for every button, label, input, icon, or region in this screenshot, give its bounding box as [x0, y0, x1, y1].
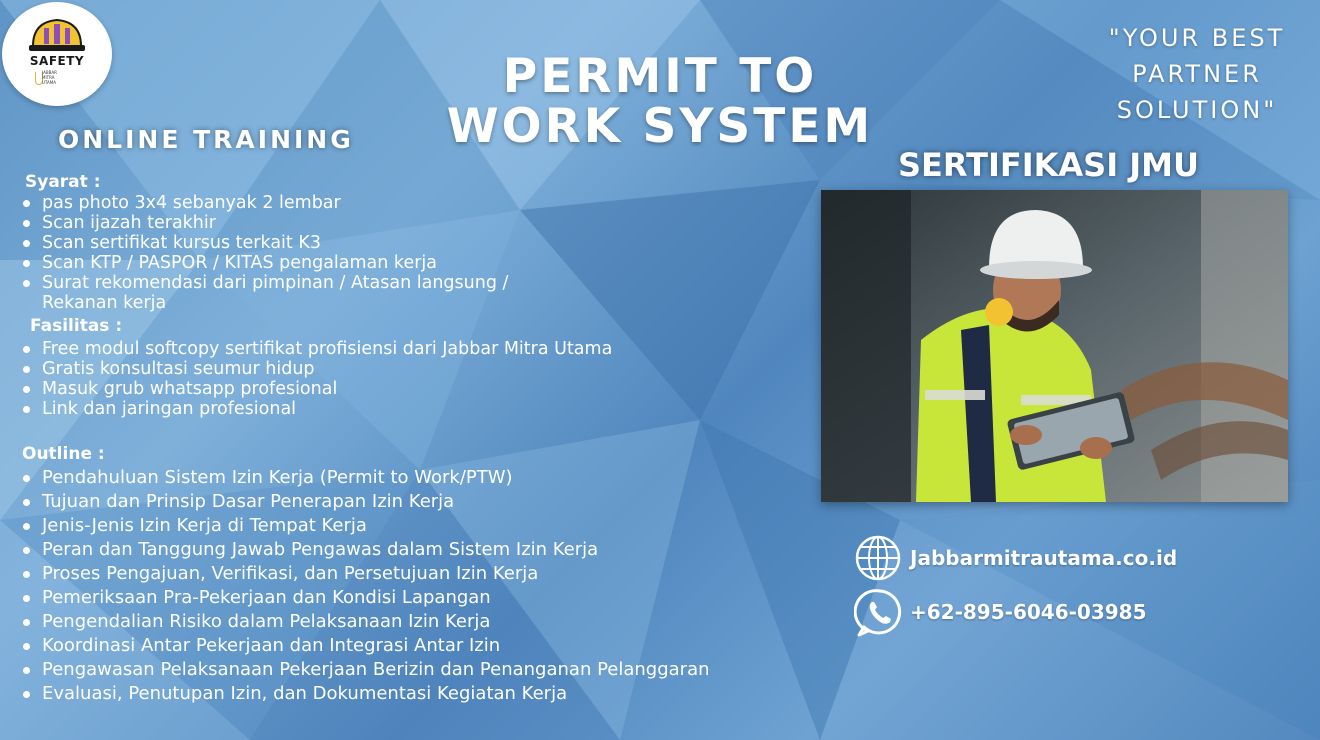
- requirements-heading: Syarat :: [25, 172, 101, 192]
- list-item: Pengawasan Pelaksanaan Pekerjaan Berizin dan Penanganan Pelanggaran: [22, 658, 710, 682]
- company-logo: [2, 2, 112, 106]
- tagline-line-2: PARTNER: [1132, 60, 1262, 88]
- requirements-list: [22, 193, 508, 313]
- logo-wordmark: SAFETY: [29, 54, 85, 68]
- tagline-line-3: SOLUTION": [1116, 96, 1278, 124]
- subtitle: ONLINE TRAINING: [58, 125, 354, 154]
- certification-heading: SERTIFIKASI JMU: [898, 146, 1199, 184]
- list-item: Scan KTP / PASPOR / KITAS pengalaman kerja: [22, 253, 508, 273]
- tagline: [1090, 20, 1304, 128]
- list-item: Koordinasi Antar Pekerjaan dan Integrasi Antar Izin: [22, 634, 710, 658]
- list-item: Evaluasi, Penutupan Izin, dan Dokumentasi Kegiatan Kerja: [22, 682, 710, 706]
- website-contact[interactable]: [854, 534, 1214, 584]
- outline-heading: Outline :: [22, 444, 105, 464]
- title-line-2: WORK SYSTEM: [446, 99, 874, 154]
- list-item: Pendahuluan Sistem Izin Kerja (Permit to Work/PTW): [22, 466, 710, 490]
- list-item: Jenis-Jenis Izin Kerja di Tempat Kerja: [22, 514, 710, 538]
- list-item: Peran dan Tanggung Jawab Pengawas dalam Sistem Izin Kerja: [22, 538, 710, 562]
- list-item: Pemeriksaan Pra-Pekerjaan dan Kondisi Lapangan: [22, 586, 710, 610]
- list-item: Tujuan dan Prinsip Dasar Penerapan Izin Kerja: [22, 490, 710, 514]
- website-link[interactable]: Jabbarmitrautama.co.id: [910, 546, 1178, 570]
- list-item: Link dan jaringan profesional: [22, 399, 612, 419]
- list-item: Pengendalian Risiko dalam Pelaksanaan Izin Kerja: [22, 610, 710, 634]
- title-line-1: PERMIT TO: [502, 49, 818, 104]
- logo-subtext: JABBAR MITRA UTAMA: [42, 70, 57, 85]
- globe-icon: [854, 534, 902, 582]
- list-item: Scan sertifikat kursus terkait K3: [22, 233, 508, 253]
- list-item: pas photo 3x4 sebanyak 2 lembar: [22, 193, 508, 213]
- facilities-list: [22, 339, 612, 419]
- list-item: Scan ijazah terakhir: [22, 213, 508, 233]
- whatsapp-icon: [854, 587, 906, 639]
- worker-photo: [821, 190, 1288, 502]
- list-item: Gratis konsultasi seumur hidup: [22, 359, 612, 379]
- hard-hat-icon: [27, 16, 87, 54]
- outline-list: [22, 466, 710, 706]
- page-title: [440, 49, 880, 154]
- phone-contact[interactable]: [854, 587, 1214, 639]
- list-item: Free modul softcopy sertifikat profisiensi dari Jabbar Mitra Utama: [22, 339, 612, 359]
- list-item: Masuk grub whatsapp profesional: [22, 379, 612, 399]
- list-item-continuation: Rekanan kerja: [42, 293, 167, 313]
- list-item: Surat rekomendasi dari pimpinan / Atasan langsung /: [22, 273, 508, 293]
- list-item: Proses Pengajuan, Verifikasi, dan Persetujuan Izin Kerja: [22, 562, 710, 586]
- tagline-line-1: "YOUR BEST: [1108, 24, 1286, 52]
- facilities-heading: Fasilitas :: [30, 316, 123, 336]
- phone-number[interactable]: +62-895-6046-03985: [910, 600, 1147, 624]
